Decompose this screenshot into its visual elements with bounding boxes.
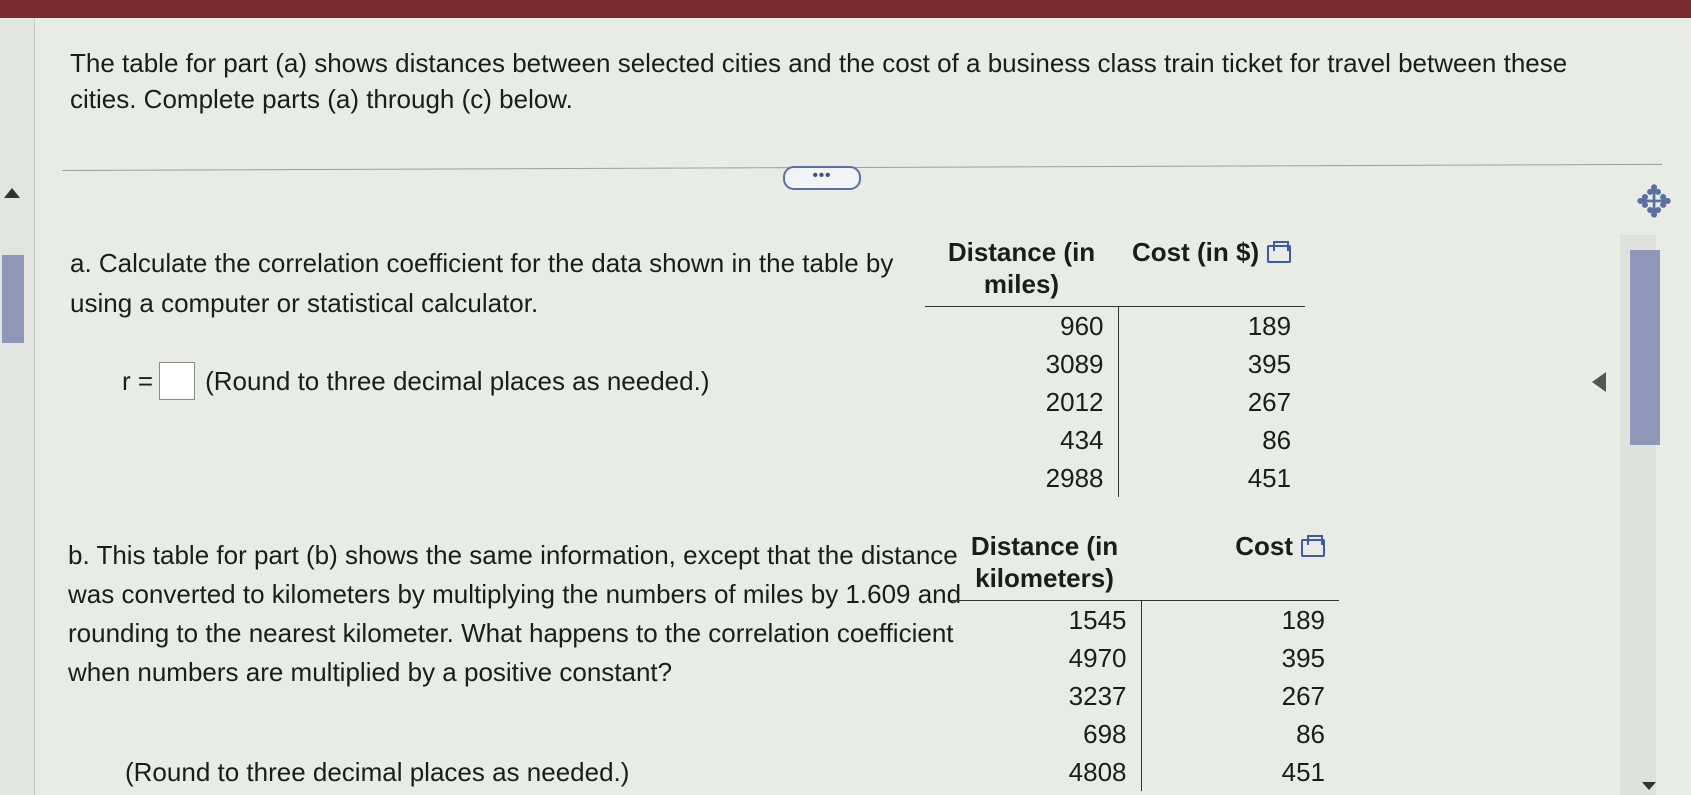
section-divider bbox=[62, 164, 1662, 171]
part-b-question: b. This table for part (b) shows the same information, except that the distance was converted to kilometers by multiplying the numbers of miles by 1.609 and rounding to the nearest kilometer. What happens to the correlation coefficient when numbers are multiplied by a positive constant? bbox=[68, 540, 962, 687]
table-b-header-cost: Cost bbox=[1141, 530, 1339, 601]
part-a-round-note: (Round to three decimal places as needed.) bbox=[205, 365, 710, 396]
table-cell: 4808 bbox=[948, 753, 1141, 791]
part-a-question: a. Calculate the correlation coefficient for the data shown in the table by using a computer or statistical calculator. bbox=[70, 248, 894, 318]
copy-icon[interactable] bbox=[1301, 539, 1325, 557]
chevron-down-icon[interactable] bbox=[1642, 782, 1656, 790]
r-answer-input[interactable] bbox=[159, 362, 195, 400]
table-cell: 451 bbox=[1247, 463, 1292, 493]
table-cell: 1545 bbox=[948, 601, 1141, 640]
table-cell: 189 bbox=[1247, 311, 1292, 341]
table-cell: 3237 bbox=[948, 677, 1141, 715]
table-cell: 698 bbox=[948, 715, 1141, 753]
table-cell: 451 bbox=[1281, 757, 1325, 787]
table-row bbox=[948, 677, 1339, 715]
chevron-left-icon bbox=[1592, 372, 1606, 392]
table-cell: 434 bbox=[925, 421, 1118, 459]
table-row bbox=[925, 345, 1305, 383]
left-scrollbar-thumb[interactable] bbox=[2, 255, 24, 343]
table-row bbox=[925, 383, 1305, 421]
part-b-round-note: (Round to three decimal places as needed.) bbox=[125, 757, 630, 787]
table-cell: 395 bbox=[1247, 349, 1292, 379]
table-row bbox=[925, 421, 1305, 459]
chevron-up-icon[interactable] bbox=[4, 188, 20, 198]
table-cell: 2012 bbox=[925, 383, 1118, 421]
table-row bbox=[948, 715, 1339, 753]
table-cell: 267 bbox=[1281, 681, 1325, 711]
data-table-a bbox=[925, 236, 1305, 497]
table-cell: 4970 bbox=[948, 639, 1141, 677]
right-scrollbar-thumb[interactable] bbox=[1630, 250, 1660, 445]
table-cell: 86 bbox=[1296, 719, 1325, 749]
data-table-b bbox=[948, 530, 1339, 791]
table-a-header-cost: Cost (in $) bbox=[1118, 236, 1305, 307]
table-cell: 395 bbox=[1281, 643, 1325, 673]
table-cell: 86 bbox=[1262, 425, 1292, 455]
table-cell: 3089 bbox=[925, 345, 1118, 383]
table-row bbox=[925, 459, 1305, 497]
window-top-bar bbox=[0, 0, 1691, 18]
question-intro: The table for part (a) shows distances between selected cities and the cost of a business class train ticket for travel between these cities. Complete parts (a) through (c) below. bbox=[70, 48, 1568, 114]
table-a-header-distance: Distance (in miles) bbox=[925, 236, 1118, 307]
table-cell: 267 bbox=[1247, 387, 1292, 417]
table-row bbox=[948, 601, 1339, 640]
expand-more-button[interactable]: ••• bbox=[783, 166, 861, 190]
table-row bbox=[925, 307, 1305, 346]
table-cell: 2988 bbox=[925, 459, 1118, 497]
table-row bbox=[948, 753, 1339, 791]
left-scroll-rail[interactable] bbox=[0, 18, 35, 795]
r-label: r = bbox=[122, 365, 154, 396]
copy-icon[interactable] bbox=[1267, 245, 1291, 263]
table-cell: 960 bbox=[925, 307, 1118, 346]
table-cell: 189 bbox=[1281, 605, 1325, 635]
table-row bbox=[948, 639, 1339, 677]
table-b-header-distance: Distance (in kilometers) bbox=[948, 530, 1141, 601]
move-icon[interactable]: ✥ bbox=[1635, 178, 1673, 227]
r-answer-row bbox=[122, 362, 710, 400]
